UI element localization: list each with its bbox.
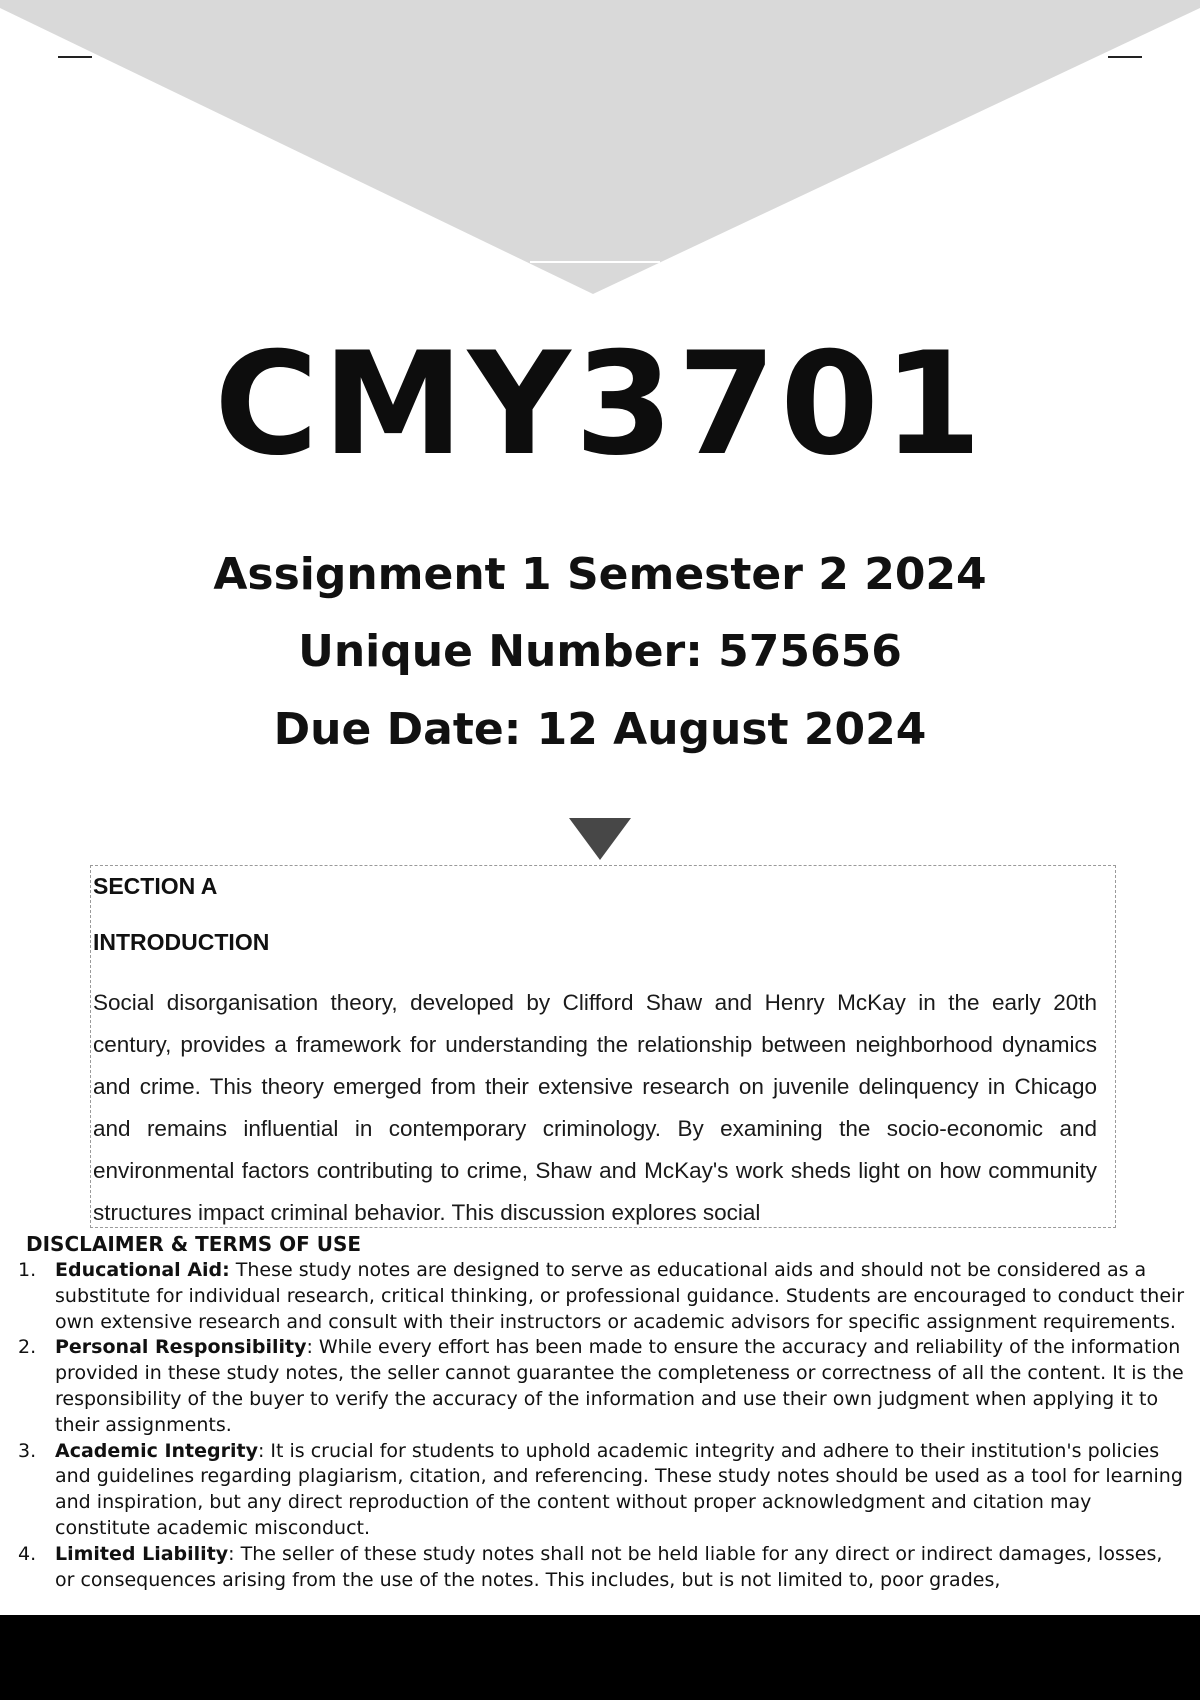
corner-rule-left — [58, 56, 92, 58]
assignment-line: Assignment 1 Semester 2 2024 — [213, 549, 987, 600]
down-triangle-icon — [569, 818, 631, 860]
term-text: : While every effort has been made to ensure the accuracy and reliability of the information provided in these study notes, the seller cannot guarantee the completeness or correctness of all the content. It is the responsibility of the buyer to verify the accuracy of the information and use their own judgment when applying it to their assignments. — [55, 1336, 1184, 1436]
due-date-line: Due Date: 12 August 2024 — [273, 704, 927, 755]
terms-list — [0, 1258, 1185, 1593]
term-heading: Academic Integrity — [55, 1439, 258, 1462]
introduction-paragraph: Social disorganisation theory, developed by Clifford Shaw and Henry McKay in the early 20th century, provides a framework for understanding the relationship between neighborhood dynamics and crime. This theory emerged from their extensive research on juvenile delinquency in Chicago and remains influential in contemporary criminology. By examining the socio-economic and environmental factors contributing to crime, Shaw and McKay's work sheds light on how community structures impact criminal behavior. This discussion explores social — [93, 990, 1097, 1225]
terms-list-item — [0, 1258, 1185, 1335]
term-text: : It is crucial for students to uphold academic integrity and adhere to their institution's policies and guidelines regarding plagiarism, citation, and referencing. These study notes should be used as a tool for learning and inspiration, but any direct reproduction of the content without proper acknowledgment and citation may constitute academic misconduct. — [55, 1439, 1183, 1539]
terms-list-item — [0, 1439, 1185, 1542]
term-heading: Educational Aid: — [55, 1259, 230, 1281]
term-text: These study notes are designed to serve as educational aids and should not be considered as a substitute for individual research, critical thinking, or professional guidance. Students are encouraged to conduct their own extensive research and consult with their instructors or academic advisors for specific assignment requirements. — [55, 1259, 1185, 1333]
term-number: 3. — [18, 1439, 37, 1462]
term-number: 2. — [18, 1336, 37, 1359]
term-heading: Limited Liability — [55, 1542, 229, 1565]
disclaimer-heading: DISCLAIMER & TERMS OF USE — [26, 1232, 362, 1256]
header-banner-chevron — [0, 0, 1200, 300]
bottom-black-bar — [0, 1615, 1200, 1700]
course-code-title: CMY3701 — [214, 322, 986, 487]
term-text: : The seller of these study notes shall not be held liable for any direct or indirect damages, losses, or consequences arising from the use of the notes. This includes, but is not limited to, poor grades, — [55, 1542, 1163, 1591]
unique-number-line: Unique Number: 575656 — [298, 626, 902, 677]
terms-list-item — [0, 1542, 1185, 1594]
corner-rule-right — [1108, 56, 1142, 58]
section-heading: SECTION A — [93, 873, 218, 899]
document-preview-box — [90, 865, 1116, 1228]
introduction-heading: INTRODUCTION — [93, 929, 270, 955]
term-heading: Personal Responsibility — [55, 1336, 307, 1359]
terms-list-item — [0, 1335, 1185, 1438]
term-number: 1. — [18, 1259, 37, 1281]
term-number: 4. — [18, 1542, 37, 1565]
